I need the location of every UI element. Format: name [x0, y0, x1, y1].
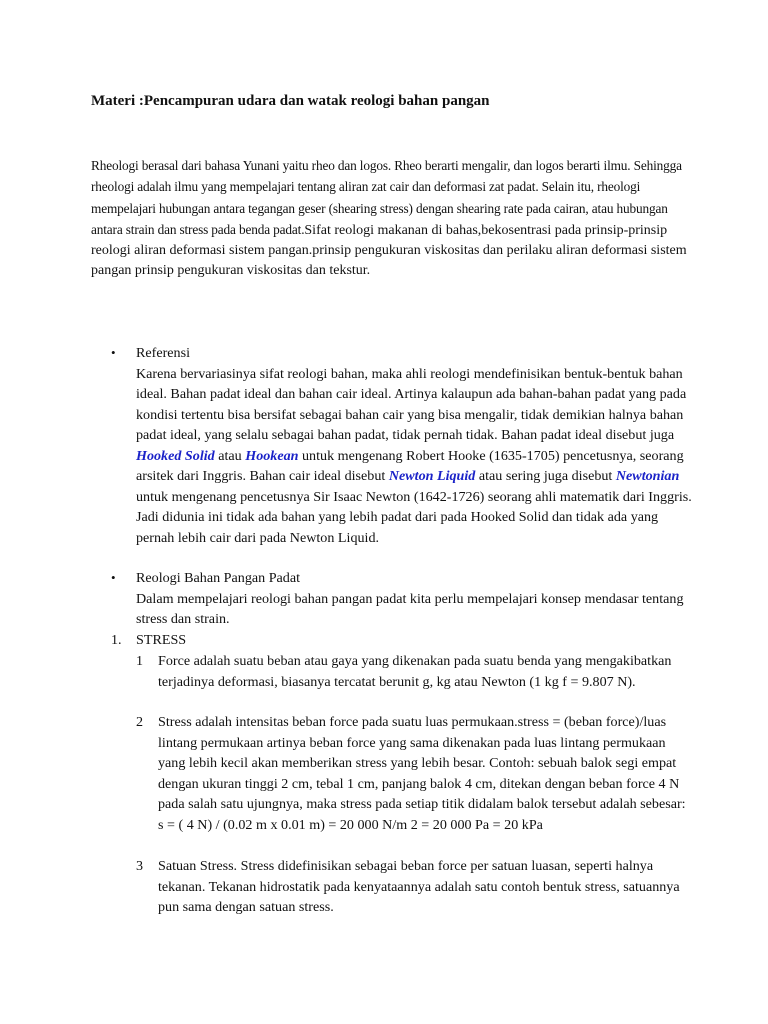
term-newton-liquid: Newton Liquid — [388, 468, 476, 484]
body-text: atau — [214, 447, 246, 464]
body-text: Karena bervariasinya sifat reologi bahan, maka ahli reologi mendefinisikan bentuk-bentuk bahan ideal. Bahan padat ideal dan bahan cair ideal. Artinya kalaupun ada bahan-bahan padat yang pada kondisi tertentu bisa bersifat sebagai bahan cair yang bisa mengalir, tidak demikian halnya bahan padat ideal, yang selalu sebagai bahan padat, tidak pernah tidak. Bahan padat ideal disebut juga — [136, 365, 687, 443]
list-item-body: Dalam mempelajari reologi bahan pangan padat kita perlu mempelajari konsep mendasar tentang stress dan strain. — [136, 590, 684, 627]
term-newtonian: Newtonian — [615, 468, 680, 484]
intro-text-small: Rheologi berasal dari bahasa Yunani yaitu rheo dan logos. Rheo berarti mengalir, dan logos berarti ilmu. Sehingga rheologi adalah ilmu yang mempelajari tentang aliran zat cair dan deformasi zat padat. Selain itu, rheologi mempelajari hubungan antara tegangan geser (shearing stress) dengan shearing rate pada cairan, atau hubungan antara strain dan stress pada benda padat. — [91, 158, 682, 237]
bullet-marker: • — [111, 345, 116, 360]
term-hookean: Hookean — [245, 447, 299, 464]
numbered-marker: 1. — [111, 632, 122, 648]
section-heading-stress: STRESS — [136, 632, 187, 648]
term-hooked-solid: Hooked Solid — [136, 447, 215, 464]
list-item-heading: Referensi — [136, 345, 191, 361]
sub-item-number: 3 — [136, 858, 144, 874]
sub-item-satuan-stress: Satuan Stress. Stress didefinisikan sebagai beban force per satuan luasan, seperti halnya tekanan. Tekanan hidrostatik pada kenyataannya adalah satu contoh bentuk stress, satuannya pun sama dengan satuan stress. — [158, 858, 680, 915]
body-text: untuk mengenang pencetusnya Sir Isaac Newton (1642-1726) seorang ahli matematik dari Inggris. Jadi didunia ini tidak ada bahan yang lebih padat dari pada Hooked Solid dan tidak ada yang pernah lebih cair dari pada Newton Liquid. — [136, 488, 692, 546]
sub-item-force: Force adalah suatu beban atau gaya yang dikenakan pada suatu benda yang mengakibatkan terjadinya deformasi, biasanya tercatat berunit g, kg atau Newton (1 kg f = 9.807 N). — [158, 653, 672, 690]
sub-item-number: 2 — [136, 714, 144, 730]
intro-paragraph — [91, 156, 691, 282]
list-item-referensi — [136, 343, 696, 548]
document-title: Materi :Pencampuran udara dan watak reologi bahan pangan — [91, 93, 490, 109]
sub-item-number: 1 — [136, 653, 144, 669]
body-text: untuk mengenang Robert Hooke (1635-1705) pencetusnya, seorang arsitek dari Inggris. Bahan cair ideal disebut — [136, 447, 684, 484]
sub-item-stress: Stress adalah intensitas beban force pada suatu luas permukaan.stress = (beban force)/luas lintang permukaan artinya beban force yang sama dikenakan pada luas lintang permukaan yang lebih kecil akan memberikan stress yang lebih besar. Contoh: sebuah balok segi empat dengan ukuran tinggi 2 cm, tebal 1 cm, panjang balok 4 cm, ditekan dengan beban force 4 N pada salah satu ujungnya, maka stress pada setiap titik didalam balok tersebut adalah sebesar: s = ( 4 N) / (0.02 m x 0.01 m) = 20 000 N/m 2 = 20 000 Pa = 20 kPa — [158, 714, 686, 833]
list-item-body — [136, 364, 696, 549]
intro-text: Sifat reologi makanan di bahas,bekosentrasi pada prinsip-prinsip reologi aliran deformasi sistem pangan.prinsip pengukuran viskositas dan perilaku aliran deformasi sistem pangan prinsip pengukuran viskositas dan tekstur. — [91, 222, 687, 279]
body-text: atau sering juga disebut — [475, 468, 616, 484]
list-item-heading: Reologi Bahan Pangan Padat — [136, 570, 301, 586]
bullet-marker: • — [111, 570, 116, 585]
list-item-reologi-padat — [136, 568, 696, 630]
